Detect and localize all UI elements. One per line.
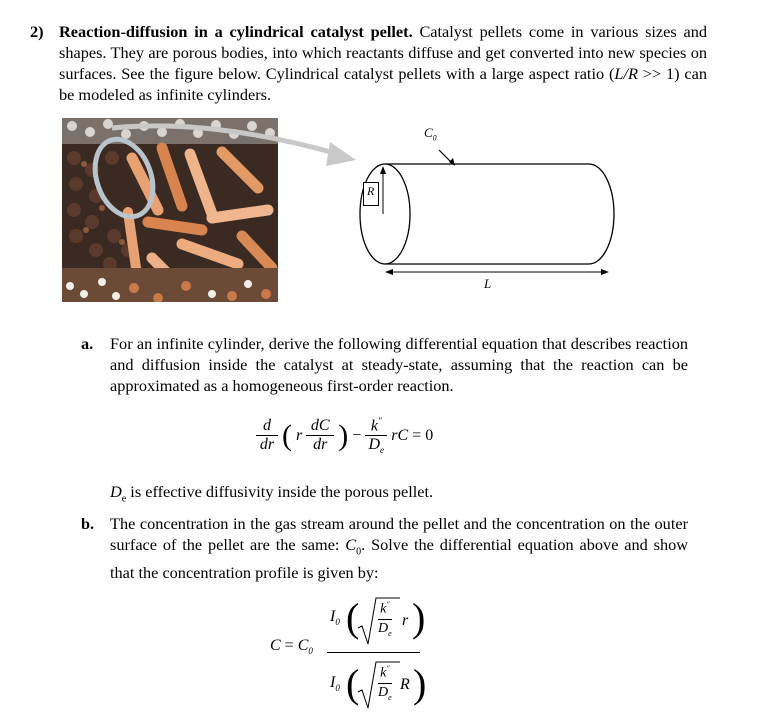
fraction-bar bbox=[327, 652, 420, 653]
question-title: Reaction-diffusion in a cylindrical catalyst pellet. bbox=[59, 22, 413, 41]
part-b-text: The concentration in the gas stream around the pellet and the concentration on the outer surface of the pellet are the same: $C_0$. Solve the differential equation above and show that the concentration profile is given by: bbox=[110, 514, 688, 583]
part-a-label: a. bbox=[81, 334, 94, 353]
length-label: L bbox=[484, 276, 492, 291]
intro-text-1: Catalyst pellets come in various sizes and shapes. They are porous bodies, into which reactants diffuse and get converted into new species on surfaces. See the figure below. Cylindrical catalyst pellets with a large aspect ratio ( bbox=[59, 22, 708, 83]
part-a-text: For an infinite cylinder, derive the following differential equation that describes reaction and diffusion inside the catalyst at steady-state, assuming that the reaction can be approximated as a homogeneous first-order reaction. bbox=[110, 334, 688, 395]
aspect-ratio: L/R bbox=[614, 64, 638, 83]
pointer-arrow bbox=[110, 118, 360, 178]
question-number: 2) bbox=[30, 22, 44, 41]
intro-text-2: >> 1) can be modeled as infinite cylinders. bbox=[59, 64, 707, 104]
surface-concentration-label: $C_0$ bbox=[424, 125, 437, 143]
equation-a: $\frac{d}{dr}$ ( r $\frac{dC}{dr}$ ) − $\frac{k''}{D_e}$ rC = 0 bbox=[256, 412, 433, 462]
question-intro bbox=[59, 21, 707, 105]
diffusivity-note: $D_e$ is effective diffusivity inside the porous pellet. bbox=[110, 482, 434, 505]
radius-label: R bbox=[367, 184, 375, 198]
cylinder-schematic bbox=[355, 120, 625, 295]
cylinder-end-face bbox=[360, 164, 410, 264]
part-b-label: b. bbox=[81, 514, 95, 533]
equation-b: $C = C_0$ $I_0$ ( $\frac{k''}{D_e}$ r ) $I_0$ ( $\frac{k''}{D_e}$ R ) bbox=[270, 590, 430, 720]
